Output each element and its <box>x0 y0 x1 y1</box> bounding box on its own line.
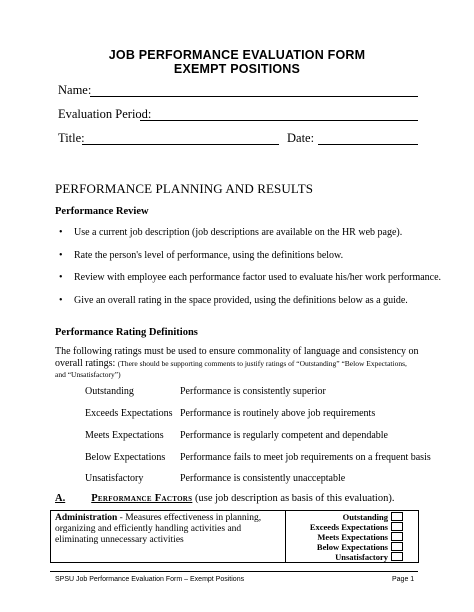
section-a-heading <box>55 493 394 504</box>
rating-option-label: Meets Expectations <box>317 532 388 542</box>
rating-term: Outstanding <box>85 386 134 397</box>
rating-description: Performance is consistently superior <box>180 386 326 397</box>
rating-options <box>288 512 388 562</box>
factor-description <box>55 513 283 546</box>
list-item <box>59 295 449 306</box>
rating-option-label: Exceeds Expectations <box>309 522 388 532</box>
rating-description: Performance is regularly competent and dependable <box>180 430 388 441</box>
page-number: Page 1 <box>392 576 415 583</box>
list-item <box>59 272 449 283</box>
rating-description: Performance is routinely above job requirements <box>180 408 376 419</box>
review-heading: Performance Review <box>55 206 149 217</box>
rating-description: Performance is consistently unacceptable <box>180 473 346 484</box>
list-item <box>59 250 449 261</box>
bullet-text: Rate the person's level of performance, using the definitions below. <box>74 250 344 261</box>
section-note: (use job description as basis of this evaluation). <box>192 493 395 504</box>
bullet-icon: • <box>59 250 63 261</box>
intro-line-2 <box>55 358 425 370</box>
name-label: Name: <box>58 83 92 97</box>
unsatisfactory-checkbox[interactable] <box>391 552 403 561</box>
form-title: JOB PERFORMANCE EVALUATION FORM <box>108 48 366 62</box>
planning-heading: PERFORMANCE PLANNING AND RESULTS <box>55 181 314 196</box>
rating-option-label: Unsatisfactory <box>335 552 388 562</box>
evaluation-period-label: Evaluation Period: <box>58 107 152 121</box>
rating-option-label: Below Expectations <box>316 542 388 552</box>
section-letter: A. <box>55 493 66 504</box>
bullet-icon: • <box>59 227 63 238</box>
outstanding-checkbox[interactable] <box>391 512 403 521</box>
title-label: Title: <box>58 131 85 145</box>
rating-term: Exceeds Expectations <box>85 408 173 419</box>
bullet-icon: • <box>59 272 63 283</box>
bullet-text: Use a current job description (job descriptions are available on the HR web page). <box>74 227 403 238</box>
date-field[interactable] <box>318 144 418 145</box>
title-field[interactable] <box>82 144 279 145</box>
rating-term: Below Expectations <box>85 452 166 463</box>
list-item <box>59 227 449 238</box>
definitions-heading: Performance Rating Definitions <box>55 327 198 338</box>
meets-expectations-checkbox[interactable] <box>391 532 403 541</box>
bullet-text: Give an overall rating in the space provided, using the definitions below as a guide. <box>74 295 408 306</box>
factor-name: Administration <box>55 513 118 523</box>
section-title: Performance Factors <box>91 493 193 504</box>
bullet-text: Review with employee each performance factor used to evaluate his/her work performance. <box>74 272 442 283</box>
date-label: Date: <box>287 131 315 145</box>
rating-description: Performance fails to meet job requirements on a frequent basis <box>180 452 431 463</box>
factor-text: - Measures effectiveness in planning, organizing and efficiently handling activities and eliminating unnecessary activities <box>55 513 262 545</box>
definitions-intro <box>55 346 425 379</box>
intro-note: (There should be supporting comments to justify ratings of “Outstanding” “Below Expectations, <box>117 359 407 368</box>
form-subtitle: EXEMPT POSITIONS <box>173 62 301 76</box>
rating-option-label: Outstanding <box>342 512 388 522</box>
exceeds-expectations-checkbox[interactable] <box>391 522 403 531</box>
name-field[interactable] <box>90 96 418 97</box>
intro-main: overall ratings: <box>55 358 116 369</box>
evaluation-period-field[interactable] <box>140 120 418 121</box>
footer-left: SPSU Job Performance Evaluation Form – Exempt Positions <box>55 576 245 583</box>
below-expectations-checkbox[interactable] <box>391 542 403 551</box>
rating-term: Unsatisfactory <box>85 473 144 484</box>
rating-checkboxes <box>391 512 405 562</box>
bullet-icon: • <box>59 295 63 306</box>
intro-note-cont: and “Unsatisfactory”) <box>55 370 121 379</box>
intro-line-1: The following ratings must be used to ensure commonality of language and consistency on <box>55 346 419 357</box>
rating-term: Meets Expectations <box>85 430 164 441</box>
footer-divider <box>50 571 418 572</box>
divider <box>285 510 286 563</box>
